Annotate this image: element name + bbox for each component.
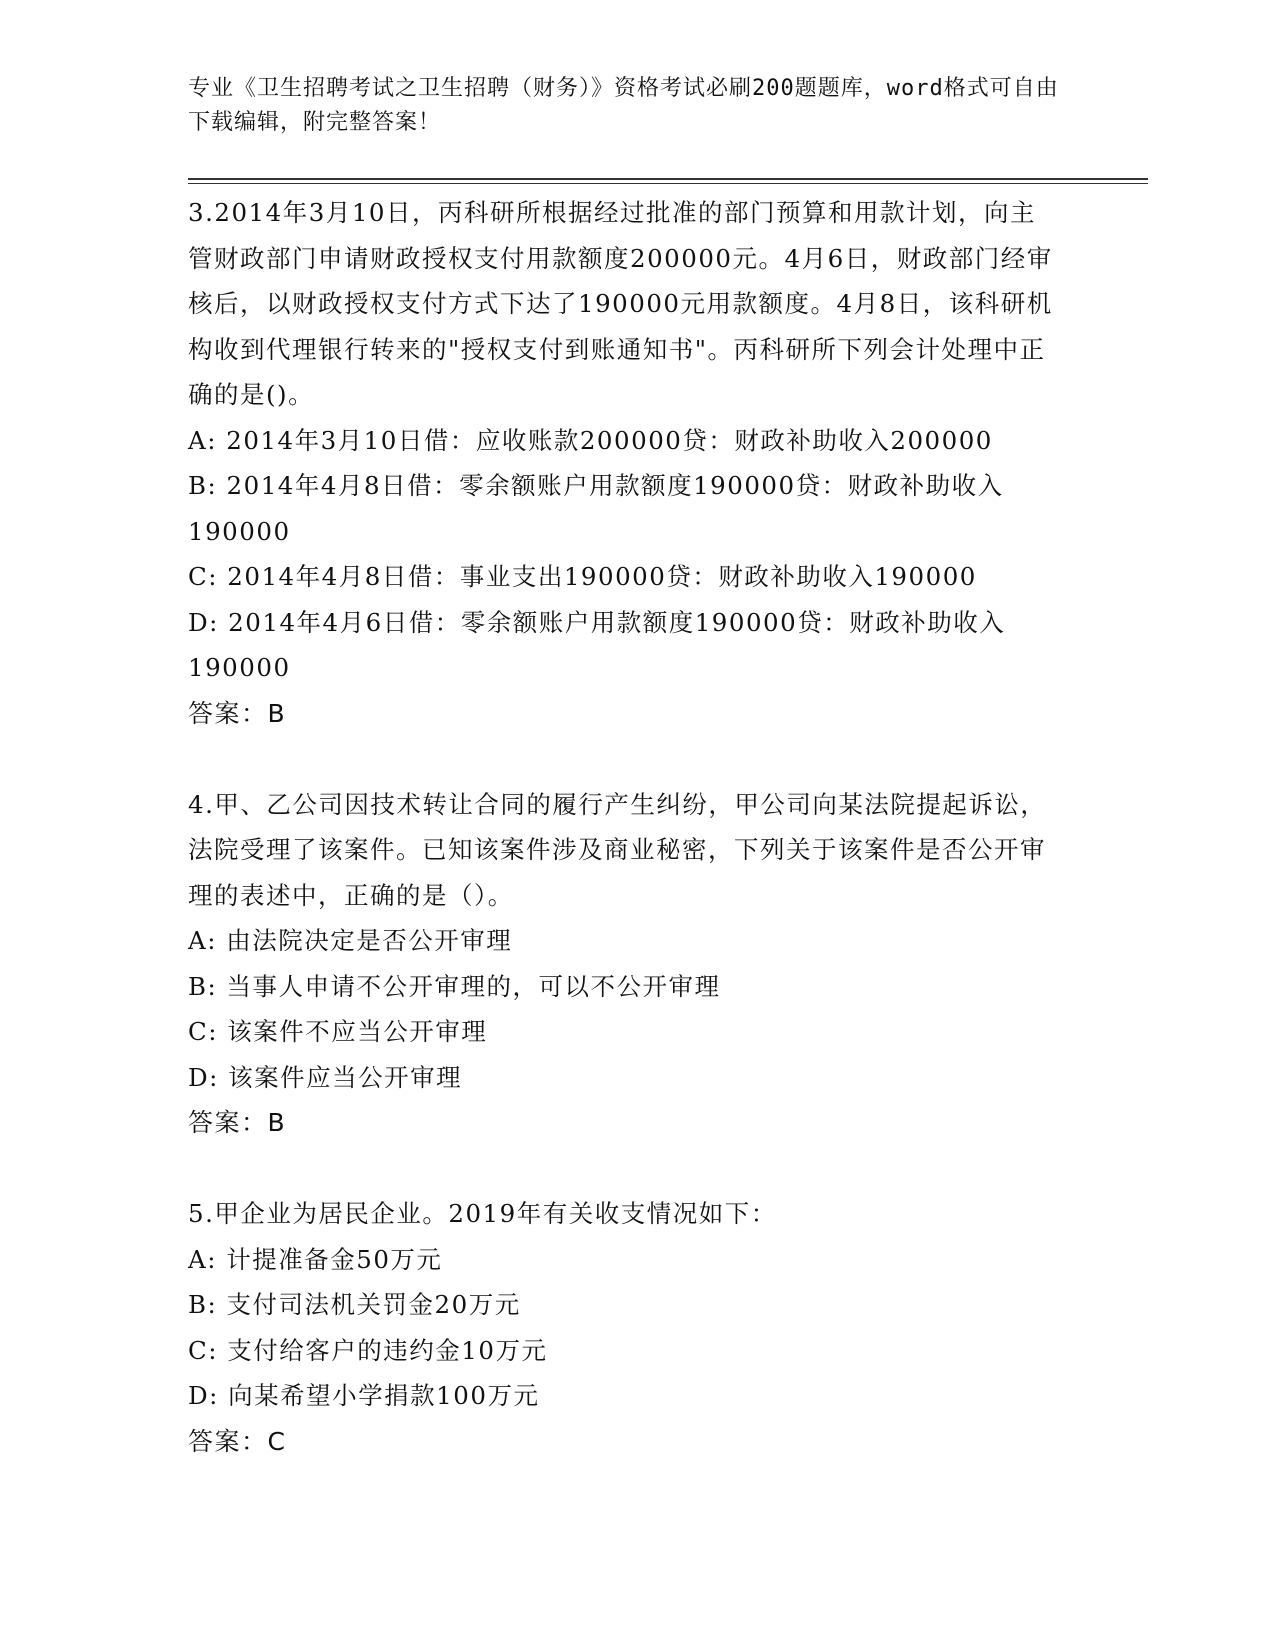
header-text: 专业《卫生招聘考试之卫生招聘（财务）》资格考试必刷200题题库，word格式可自由下载编辑，附完整答案！: [188, 76, 1059, 135]
option-c: C: 该案件不应当公开审理: [188, 1017, 488, 1046]
document-header: [188, 72, 1068, 140]
question-5: [188, 1191, 1058, 1464]
option-c: C: 支付给客户的违约金10万元: [188, 1335, 548, 1365]
answer-line: 答案：B: [188, 698, 287, 728]
option-d: D: 该案件应当公开审理: [188, 1062, 463, 1092]
question-spacer: [188, 1146, 1058, 1192]
option-b: B: 2014年4月8日借：零余额账户用款额度190000贷：财政补助收入190000: [188, 471, 1004, 546]
option-a: A: 计提准备金50万元: [188, 1244, 443, 1274]
answer-line: 答案：B: [188, 1108, 287, 1137]
option-b: B: 支付司法机关罚金20万元: [188, 1290, 521, 1319]
question-stem: 4.甲、乙公司因技术转让合同的履行产生纠纷，甲公司向某法院提起诉讼，法院受理了该案件。已知该案件涉及商业秘密，下列关于该案件是否公开审理的表述中，正确的是（）。: [188, 789, 1047, 910]
question-stem: 3.2014年3月10日，丙科研所根据经过批准的部门预算和用款计划，向主管财政部门申请财政授权支付用款额度200000元。4月6日，财政部门经审核后，以财政授权支付方式下达了190000元用款额度。4月8日，该科研机构收到代理银行转来的"授权支付到账通知书"。丙科研所下列会计处理中正确的是()。: [188, 198, 1053, 409]
option-d: D: 向某希望小学捐款100万元: [188, 1381, 540, 1410]
option-b: B: 当事人申请不公开审理的，可以不公开审理: [188, 971, 721, 1001]
option-a: A: 由法院决定是否公开审理: [188, 926, 513, 955]
question-list: [188, 190, 1058, 1464]
option-c: C: 2014年4月8日借：事业支出190000贷：财政补助收入190000: [188, 562, 977, 591]
question-stem: 5.甲企业为居民企业。2019年有关收支情况如下：: [188, 1199, 777, 1228]
option-d: D: 2014年4月6日借：零余额账户用款额度190000贷：财政补助收入190000: [188, 607, 1006, 682]
option-a: A: 2014年3月10日借：应收账款200000贷：财政补助收入200000: [188, 425, 993, 455]
question-spacer: [188, 736, 1058, 782]
header-rule-thick: [188, 178, 1148, 180]
question-3: [188, 190, 1058, 736]
answer-line: 答案：C: [188, 1426, 287, 1456]
header-rule-thin: [188, 183, 1148, 184]
question-4: [188, 782, 1058, 1146]
